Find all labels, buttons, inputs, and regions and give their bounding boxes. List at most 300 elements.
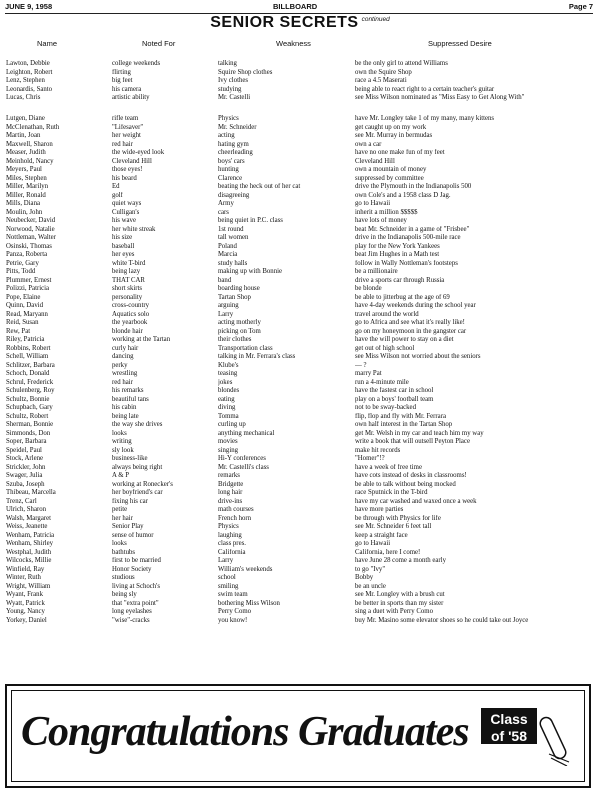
table-row: [6, 124, 596, 133]
column-headers: [0, 39, 600, 49]
table-row: [6, 149, 596, 158]
table-row: [6, 260, 596, 269]
table-row: [6, 183, 596, 192]
table-row: [6, 268, 596, 277]
noted-cell: being late: [112, 412, 139, 420]
table-row: [6, 217, 596, 226]
weakness-cell: hunting: [218, 166, 239, 173]
name-cell: Sherman, Bonnie: [6, 421, 54, 428]
noted-cell: short skirts: [112, 285, 143, 292]
noted-cell: dancing: [112, 353, 134, 360]
weakness-cell: Tartan Shop: [218, 293, 251, 301]
desire-cell: have a week of free time: [355, 463, 422, 471]
weakness-cell: talking in Mr. Ferrara's class: [218, 353, 296, 360]
weakness-cell: 1st round: [218, 225, 244, 233]
name-cell: Measer, Judith: [6, 149, 46, 156]
table-row: [6, 421, 596, 430]
desire-cell: run a 4-minute mile: [355, 378, 409, 386]
noted-cell: the yearbook: [112, 319, 148, 326]
desire-cell: Cleveland Hill: [355, 157, 395, 165]
class-of-58-badge: Class of '58: [481, 708, 537, 744]
table-row: [6, 60, 596, 69]
name-cell: Ulrich, Sharon: [6, 506, 47, 513]
table-row: [6, 506, 596, 515]
table-row: [6, 540, 596, 549]
noted-cell: being lazy: [112, 268, 141, 275]
name-cell: Read, Maryann: [6, 310, 48, 318]
noted-cell: always being right: [112, 463, 163, 471]
desire-cell: own a car: [355, 140, 382, 148]
desire-cell: being able to react right to a certain teacher's guitar: [355, 85, 495, 93]
table-row: [6, 591, 596, 600]
table-row: [6, 617, 596, 626]
noted-cell: blonde hair: [112, 327, 143, 335]
col-weakness-header: Weakness: [276, 39, 311, 48]
noted-cell: his beard: [112, 174, 137, 182]
weakness-cell: curling up: [218, 421, 246, 428]
weakness-cell: jokes: [218, 378, 233, 386]
noted-cell: big feet: [112, 77, 133, 84]
name-cell: Mills, Diana: [6, 200, 40, 207]
desire-cell: have the will power to stay on a diet: [355, 336, 454, 343]
desire-cell: own Cole's and a 1958 class D Jag.: [355, 191, 451, 199]
desire-cell: beat Mr. Schneider in a game of "Frisbee": [355, 225, 470, 233]
table-row: [6, 302, 596, 311]
weakness-cell: Bridgette: [218, 480, 244, 488]
section-title: [0, 14, 600, 32]
name-cell: Strickler, John: [6, 463, 46, 471]
desire-cell: buy Mr. Masino some elevator shoes so he could take out Joyce: [355, 616, 529, 624]
desire-cell: to go "Ivy": [355, 565, 386, 573]
table-row: [6, 77, 596, 86]
desire-cell: be through with Physics for life: [355, 514, 441, 522]
noted-cell: her boyfriend's car: [112, 489, 163, 496]
desire-cell: have cots instead of desks in classrooms!: [355, 472, 467, 479]
name-cell: Petrie, Gary: [6, 259, 39, 267]
table-row: [6, 498, 596, 507]
table-row: [6, 141, 596, 150]
name-cell: Panza, Roberta: [6, 251, 48, 258]
header-date: JUNE 9, 1958: [5, 2, 53, 11]
name-cell: Lutgen, Diane: [6, 115, 45, 122]
noted-cell: golf: [112, 191, 123, 199]
table-row: [6, 515, 596, 524]
weakness-cell: making up with Bonnie: [218, 268, 282, 275]
desire-cell: have no one make fun of my feet: [355, 149, 445, 156]
weakness-cell: Ivy clothes: [218, 77, 249, 84]
weakness-cell: singing: [218, 446, 239, 454]
desire-cell: play for the New York Yankees: [355, 242, 440, 250]
weakness-cell: Tomma: [218, 412, 239, 420]
table-row: [6, 430, 596, 439]
table-row: [6, 532, 596, 541]
noted-cell: his remarks: [112, 387, 144, 394]
table-row: [6, 404, 596, 413]
desire-cell: get caught up on my work: [355, 123, 427, 131]
weakness-cell: picking on Tom: [218, 327, 261, 335]
name-cell: Robbins, Robert: [6, 344, 51, 352]
secrets-table: [6, 60, 596, 625]
desire-cell: suppressed by committee: [355, 174, 424, 182]
noted-cell: fixing his car: [112, 497, 148, 505]
name-cell: Miles, Stephen: [6, 174, 47, 182]
desire-cell: be blonde: [355, 285, 382, 292]
weakness-cell: arguing: [218, 302, 239, 309]
name-cell: Walsh, Margaret: [6, 514, 52, 522]
weakness-cell: laughing: [218, 531, 242, 539]
desire-cell: own a mountain of money: [355, 166, 427, 173]
name-cell: Wyatt, Patrick: [6, 599, 45, 607]
name-cell: Speidel, Paul: [6, 446, 42, 454]
weakness-cell: diving: [218, 404, 236, 411]
noted-cell: Ed: [112, 183, 120, 190]
weakness-cell: boys' cars: [218, 157, 245, 165]
weakness-cell: Larry: [218, 310, 234, 318]
noted-cell: her white streak: [112, 225, 156, 233]
desire-cell: go to Hawaii: [355, 540, 391, 547]
desire-cell: be a millionaire: [355, 268, 398, 275]
weakness-cell: school: [218, 574, 236, 581]
weakness-cell: Hi-Y conferences: [218, 455, 266, 462]
name-cell: McClenathan, Ruth: [6, 123, 60, 131]
noted-cell: studious: [112, 574, 135, 581]
desire-cell: go to Hawaii: [355, 200, 391, 207]
table-row: [6, 251, 596, 260]
name-cell: Riley, Patricia: [6, 336, 45, 343]
noted-cell: working at the Tartan: [112, 336, 171, 343]
noted-cell: perky: [112, 361, 128, 369]
name-cell: Simmonds, Don: [6, 429, 51, 437]
table-row: [6, 132, 596, 141]
name-cell: Leighton, Robert: [6, 68, 53, 76]
weakness-cell: tall women: [218, 234, 249, 241]
name-cell: Schlitzer, Barbara: [6, 361, 55, 369]
weakness-cell: swim team: [218, 591, 248, 598]
desire-cell: not to be sway-backed: [355, 404, 416, 411]
weakness-cell: cars: [218, 208, 229, 216]
desire-cell: go on my honeymoon in the gangster car: [355, 327, 467, 335]
weakness-cell: you know!: [218, 616, 248, 624]
desire-cell: have Mr. Longley take 1 of my many, many kittens: [355, 115, 495, 122]
desire-cell: travel around the world: [355, 310, 419, 318]
weakness-cell: talking: [218, 60, 237, 67]
name-cell: Wilcocks, Millie: [6, 557, 52, 564]
table-row: [6, 243, 596, 252]
weakness-cell: drive-ins: [218, 497, 243, 505]
noted-cell: his cabin: [112, 404, 137, 411]
desire-cell: be an uncle: [355, 582, 386, 590]
table-row: [6, 209, 596, 218]
noted-cell: petite: [112, 506, 128, 513]
name-cell: Winfield, Ray: [6, 565, 45, 573]
noted-cell: Culligan's: [112, 208, 140, 216]
noted-cell: beautiful tans: [112, 395, 149, 403]
desire-cell: have more parties: [355, 506, 404, 513]
desire-cell: follow in Wally Nottleman's footsteps: [355, 259, 458, 267]
weakness-cell: bothering Miss Wilson: [218, 599, 280, 607]
table-row: [6, 345, 596, 354]
desire-cell: race Sputnick in the T-bird: [355, 489, 428, 496]
banner-text: Congratulations Graduates: [21, 709, 469, 755]
name-cell: Wright, William: [6, 582, 51, 590]
weakness-cell: Physics: [218, 115, 239, 122]
weakness-cell: acting: [218, 132, 235, 139]
name-cell: Neubecker, David: [6, 217, 56, 224]
desire-cell: have lots of money: [355, 217, 407, 224]
noted-cell: writing: [112, 438, 132, 445]
table-row: [6, 94, 596, 111]
table-row: [6, 472, 596, 481]
desire-cell: see Mr. Schneider 6 feet tall: [355, 523, 432, 530]
name-cell: Osinski, Thomas: [6, 242, 52, 250]
name-cell: Wenham, Shirley: [6, 540, 54, 547]
noted-cell: his size: [112, 234, 133, 241]
noted-cell: baseball: [112, 242, 135, 250]
noted-cell: white T-bird: [112, 259, 146, 267]
name-cell: Trenz, Carl: [6, 497, 37, 505]
desire-cell: be able to jitterbug at the age of 69: [355, 293, 450, 301]
table-row: [6, 200, 596, 209]
desire-cell: drive in the Indianapolis 500-mile race: [355, 234, 461, 241]
weakness-cell: cheerleading: [218, 149, 253, 156]
weakness-cell: remarks: [218, 472, 240, 479]
desire-cell: sing a duet with Perry Como: [355, 608, 433, 615]
weakness-cell: eating: [218, 395, 235, 403]
name-cell: Norwood, Natalie: [6, 225, 55, 233]
table-row: [6, 234, 596, 243]
weakness-cell: Physics: [218, 523, 239, 530]
noted-cell: red hair: [112, 140, 133, 148]
name-cell: Swager, Julia: [6, 472, 43, 479]
noted-cell: that "extra point": [112, 599, 159, 607]
desire-cell: marry Pat: [355, 370, 382, 377]
table-row: [6, 549, 596, 558]
noted-cell: his wave: [112, 217, 136, 224]
weakness-cell: William's weekends: [218, 565, 273, 573]
table-row: [6, 447, 596, 456]
table-row: [6, 574, 596, 583]
weakness-cell: study halls: [218, 259, 248, 267]
name-cell: Young, Nancy: [6, 608, 45, 615]
weakness-cell: math courses: [218, 506, 254, 513]
noted-cell: red hair: [112, 378, 133, 386]
weakness-cell: Perry Como: [218, 608, 252, 615]
congratulations-banner: [5, 684, 591, 788]
weakness-cell: Klube's: [218, 361, 239, 369]
page-header: [5, 1, 593, 14]
desire-cell: see Mr. Murray in bermudas: [355, 132, 433, 139]
weakness-cell: studying: [218, 85, 242, 93]
table-row: [6, 166, 596, 175]
name-cell: Moulin, John: [6, 208, 43, 216]
noted-cell: her hair: [112, 514, 133, 522]
table-row: [6, 192, 596, 201]
noted-cell: those eyes!: [112, 166, 143, 173]
noted-cell: sense of humor: [112, 531, 154, 539]
noted-cell: curly hair: [112, 344, 139, 352]
name-cell: Meyers, Paul: [6, 166, 42, 173]
noted-cell: living at Schoch's: [112, 582, 161, 590]
weakness-cell: Mr. Castelli: [218, 94, 251, 101]
name-cell: Polizzi, Patricia: [6, 285, 50, 292]
table-row: [6, 158, 596, 167]
name-cell: Thibeau, Marcella: [6, 489, 56, 496]
table-row: [6, 370, 596, 379]
weakness-cell: Marcia: [218, 251, 238, 258]
desire-cell: see Miss Wilson nominated as "Miss Easy to Get Along With": [355, 94, 525, 101]
weakness-cell: Larry: [218, 557, 234, 564]
table-row: [6, 379, 596, 388]
header-publication: BILLBOARD: [273, 2, 318, 11]
table-row: [6, 311, 596, 320]
table-row: [6, 86, 596, 95]
desire-cell: have 4-day weekends during the school year: [355, 302, 476, 309]
table-row: [6, 175, 596, 184]
noted-cell: looks: [112, 429, 127, 437]
weakness-cell: California: [218, 548, 246, 556]
noted-cell: his camera: [112, 85, 142, 93]
weakness-cell: boarding house: [218, 285, 260, 292]
noted-cell: artistic ability: [112, 94, 150, 101]
name-cell: Stock, Arlene: [6, 455, 43, 462]
desire-cell: get out of high school: [355, 344, 415, 352]
desire-cell: play on a boys' football team: [355, 395, 434, 403]
desire-cell: beat Jim Hughes in a Math test: [355, 251, 440, 258]
noted-cell: rifle team: [112, 115, 139, 122]
weakness-cell: Poland: [218, 242, 237, 250]
weakness-cell: movies: [218, 438, 238, 445]
desire-cell: be able to talk without being mocked: [355, 480, 456, 488]
weakness-cell: Squire Shop clothes: [218, 68, 273, 76]
noted-cell: her weight: [112, 132, 141, 139]
name-cell: Pope, Elaine: [6, 293, 41, 301]
noted-cell: wrestling: [112, 370, 138, 377]
name-cell: Leonardis, Santo: [6, 85, 53, 93]
table-row: [6, 115, 596, 124]
desire-cell: keep a straight face: [355, 531, 408, 539]
table-row: [6, 455, 596, 464]
weakness-cell: French horn: [218, 514, 252, 522]
desire-cell: California, here I come!: [355, 548, 421, 556]
table-row: [6, 226, 596, 235]
table-row: [6, 464, 596, 473]
col-desire-header: Suppressed Desire: [428, 39, 492, 48]
table-row: [6, 353, 596, 362]
desire-cell: see Miss Wilson not worried about the seniors: [355, 353, 481, 360]
name-cell: Quinn, David: [6, 302, 44, 309]
noted-cell: Cleveland Hill: [112, 157, 152, 165]
name-cell: Rew, Pat: [6, 327, 31, 335]
noted-cell: flirting: [112, 68, 131, 76]
noted-cell: Honor Society: [112, 565, 152, 573]
weakness-cell: Clarence: [218, 174, 243, 182]
noted-cell: Senior Play: [112, 523, 144, 530]
table-row: [6, 328, 596, 337]
desire-cell: be better in sports than my sister: [355, 599, 444, 607]
name-cell: Lucas, Chris: [6, 94, 41, 101]
diploma-scroll-icon: [539, 706, 579, 766]
desire-cell: own the Squire Shop: [355, 68, 412, 76]
desire-cell: — ?: [355, 361, 367, 369]
name-cell: Wyant, Frank: [6, 591, 43, 598]
desire-cell: Bobby: [355, 574, 374, 581]
weakness-cell: smiling: [218, 582, 239, 590]
name-cell: Wenham, Patricia: [6, 531, 55, 539]
name-cell: Schrul, Frederick: [6, 378, 54, 386]
weakness-cell: anything mechanical: [218, 429, 275, 437]
noted-cell: being sly: [112, 591, 137, 598]
table-row: [6, 608, 596, 617]
table-row: [6, 481, 596, 490]
weakness-cell: hating gym: [218, 140, 249, 148]
desire-cell: drive a sports car through Russia: [355, 276, 445, 284]
table-row: [6, 557, 596, 566]
noted-cell: personality: [112, 293, 143, 301]
noted-cell: A & P: [112, 472, 129, 479]
desire-cell: "Homer"!?: [355, 455, 385, 462]
table-row: [6, 387, 596, 396]
desire-cell: flip, flop and fly with Mr. Ferrara: [355, 412, 446, 420]
desire-cell: own half interest in the Tartan Shop: [355, 421, 453, 428]
noted-cell: the wide-eyed look: [112, 149, 165, 156]
name-cell: Pitts, Todd: [6, 268, 36, 275]
noted-cell: college weekends: [112, 60, 161, 67]
weakness-cell: Army: [218, 200, 234, 207]
name-cell: Meinhold, Nancy: [6, 157, 54, 165]
table-row: [6, 523, 596, 532]
weakness-cell: acting motherly: [218, 319, 261, 326]
weakness-cell: their clothes: [218, 336, 252, 343]
table-row: [6, 489, 596, 498]
name-cell: Weiss, Jeanette: [6, 523, 48, 530]
desire-cell: get Mr. Welsh in my car and teach him my way: [355, 429, 484, 437]
noted-cell: the way she drives: [112, 421, 163, 428]
table-row: [6, 566, 596, 575]
noted-cell: "Lifesaver": [112, 123, 144, 131]
weakness-cell: being quiet in P.C. class: [218, 217, 283, 224]
table-row: [6, 362, 596, 371]
table-row: [6, 396, 596, 405]
table-row: [6, 294, 596, 303]
continued-label: continued: [361, 16, 390, 23]
table-row: [6, 277, 596, 286]
table-row: [6, 583, 596, 592]
name-cell: Winter, Ruth: [6, 574, 41, 581]
noted-cell: THAT CAR: [112, 276, 145, 284]
noted-cell: "wise"-cracks: [112, 616, 150, 624]
noted-cell: long eyelashes: [112, 608, 152, 615]
table-row: [6, 336, 596, 345]
name-cell: Maxwell, Sharon: [6, 140, 53, 148]
weakness-cell: disagreeing: [218, 191, 250, 199]
name-cell: Westphal, Judith: [6, 548, 52, 556]
weakness-cell: long hair: [218, 489, 243, 496]
weakness-cell: beating the heck out of her cat: [218, 183, 301, 190]
name-cell: Nottleman, Walter: [6, 234, 56, 241]
name-cell: Soper, Barbara: [6, 438, 47, 445]
weakness-cell: blondes: [218, 387, 240, 394]
weakness-cell: Mr. Castelli's class: [218, 463, 269, 471]
col-name-header: Name: [37, 39, 58, 48]
noted-cell: Aquatics solo: [112, 310, 150, 318]
weakness-cell: teasing: [218, 370, 238, 377]
table-row: [6, 69, 596, 78]
desire-cell: see Mr. Longley with a brush cut: [355, 591, 445, 598]
desire-cell: be the only girl to attend Williams: [355, 60, 448, 67]
desire-cell: have June 28 come a month early: [355, 557, 446, 564]
name-cell: Yorkey, Daniel: [6, 616, 47, 624]
desire-cell: have my car washed and waxed once a week: [355, 497, 477, 505]
